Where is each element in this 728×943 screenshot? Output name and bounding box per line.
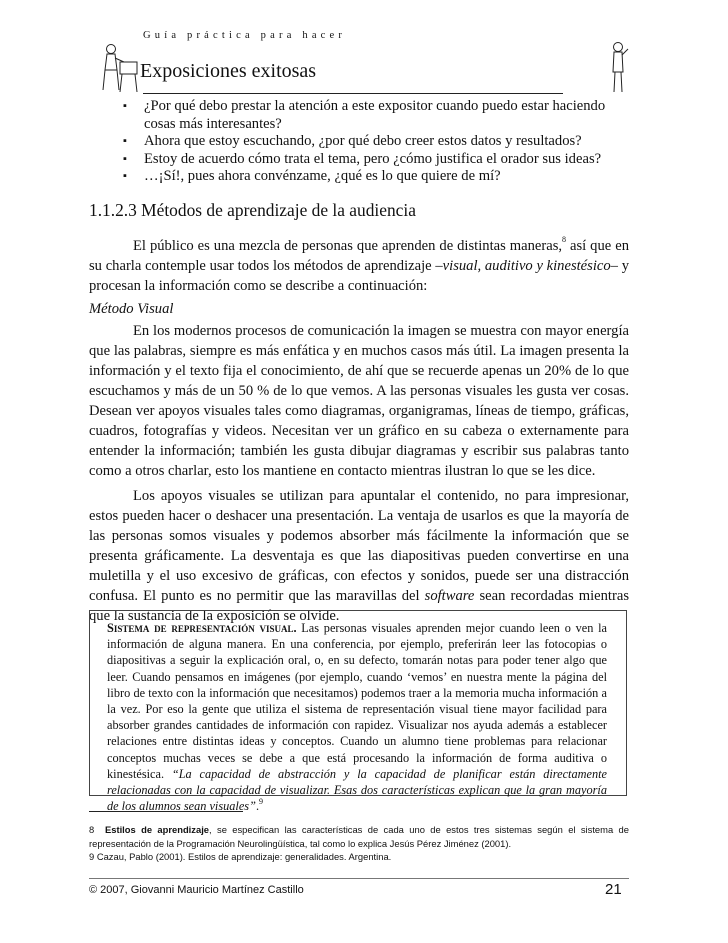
footnote-ref-9[interactable]: 9 bbox=[259, 797, 264, 807]
footer-copyright: © 2007, Giovanni Mauricio Martínez Castillo bbox=[89, 884, 304, 896]
section-heading: 1.1.2.3 Métodos de aprendizaje de la audiencia bbox=[89, 200, 416, 220]
footnote-9: 9 Cazau, Pablo (2001). Estilos de aprendizaje: generalidades. Argentina. bbox=[89, 851, 392, 862]
method-title: Método Visual bbox=[89, 301, 174, 317]
box-text: Sistema de representación visual. Las personas visuales aprenden mejor cuando leen o ven la información de alguna manera. En una conferencia, por ejemplo, preferirán leer las fotocopias o diapositivas a seguir la explicación oral, o, en su defecto, tomarán notas para poder tener algo que leer. Cuando pensamos en imágenes (por ejemplo, cuando ‘vemos’ en nuestra mente la página del libro de texto con la información que necesitamos) podemos traer a la memoria mucha información a la vez. Por eso la gente que utiliza el sistema de representación visual tiene mayor facilidad para absorber grandes cantidades de información con rapidez. Visualizar nos ayuda además a establecer relaciones entre distintas ideas y conceptos. Cuando un alumno tiene problemas para relacionar conceptos muchas veces se debe a que está procesando la información de forma auditiva o kinestésica. “La capacidad de abstracción y la capacidad de planificar están directamente relacionadas con la capacidad de visualizar. Esas dos características explican que la gran mayoría de los alumnos sean visuales”.$^9$ bbox=[107, 621, 607, 814]
footnote-ref-8[interactable]: 8 bbox=[562, 235, 567, 244]
bullet-icon: ▪ bbox=[123, 170, 127, 182]
method-paragraph-1: En los modernos procesos de comunicación la imagen se muestra con mayor energía que las palabras, siempre es más enfática y en muchos casos más útil. La imagen presenta la información y el texto fija el conocimiento, de ahí que se recuerde apenas un 20% de lo que escuchamos y más de un 50 % de lo que vemos. A las personas visuales les gusta ver cosas. Desean ver apoyos visuales tales como diagramas, organigramas, líneas de tiempo, gráficas, cuadros, fotografías y videos. Necesitan ver un gráfico en su cabeza o externamente para entender la información; también les gusta dibujar diagramas y escribir sus palabras tanto como a otros charlar, esto los mantiene en contacto mientras ilustran lo que se les dice. bbox=[89, 323, 629, 479]
method-paragraph-2: Los apoyos visuales se utilizan para apuntalar el contenido, no para impresionar, estos pueden hacer o deshacer una presentación. La ventaja de usarlos es que la mayoría de las personas somos visuales y podemos absorber más fácilmente la información que se presenta gráficamente. La desventaja es que las diapositivas pueden convertirse en una muletilla y el uso excesivo de gráficas, con efectos y sonidos, puede ser una distracción confusa. El punto es no permitir que las maravillas del software sean recordadas mientras que la sustancia de la exposición se olvide. bbox=[89, 488, 629, 624]
question-list bbox=[107, 98, 627, 186]
page-number: 21 bbox=[605, 881, 622, 898]
list-item: ▪ Estoy de acuerdo cómo trata el tema, pero ¿cómo justifica el orador sus ideas? bbox=[123, 150, 602, 167]
visual-system-box bbox=[89, 610, 627, 814]
bullet-icon: ▪ bbox=[123, 152, 127, 165]
list-item: ▪ Ahora que estoy escuchando, ¿por qué debo creer estos datos y resultados? bbox=[123, 133, 582, 149]
bullet-icon: ▪ bbox=[123, 135, 127, 147]
header-subtitle: Guía práctica para hacer bbox=[143, 30, 347, 41]
intro-paragraph: El público es una mezcla de personas que aprenden de distintas maneras,$^8$ así que en su charla contemple usar todos los métodos de aprendizaje –visual, auditivo y kinestésico– y procesan la información como se describe a continuación: bbox=[89, 235, 629, 294]
bullet-icon: ▪ bbox=[123, 100, 127, 112]
speaker-figure-icon bbox=[606, 40, 630, 94]
footnote-divider bbox=[89, 811, 243, 812]
list-item: ▪ ¿Por qué debo prestar la atención a este expositor cuando puedo estar haciendo cosas más interesantes? bbox=[123, 98, 606, 132]
box-title: Sistema de representación visual. bbox=[107, 621, 297, 635]
box-quote: “La capacidad de abstracción y la capacidad de planificar están directamente relacionadas con la capacidad de visualizar. Esas dos características explican que la gran mayoría de los alumnos sean visuales” bbox=[107, 766, 607, 814]
header-divider bbox=[143, 93, 563, 94]
header-title: Exposiciones exitosas bbox=[140, 60, 317, 82]
footer-divider bbox=[89, 878, 629, 879]
list-item: ▪ …¡Sí!, pues ahora convénzame, ¿qué es lo que quiere de mí? bbox=[123, 168, 501, 184]
presenter-logo-icon bbox=[100, 40, 140, 94]
footnote-8: 8 Estilos de aprendizaje, se especifican las características de cada uno de estos tres sistemas según el sistema de representación de la Programación Neurolingüística, tal como lo explica Jesús Pérez Jiménez (2001). bbox=[89, 824, 629, 849]
